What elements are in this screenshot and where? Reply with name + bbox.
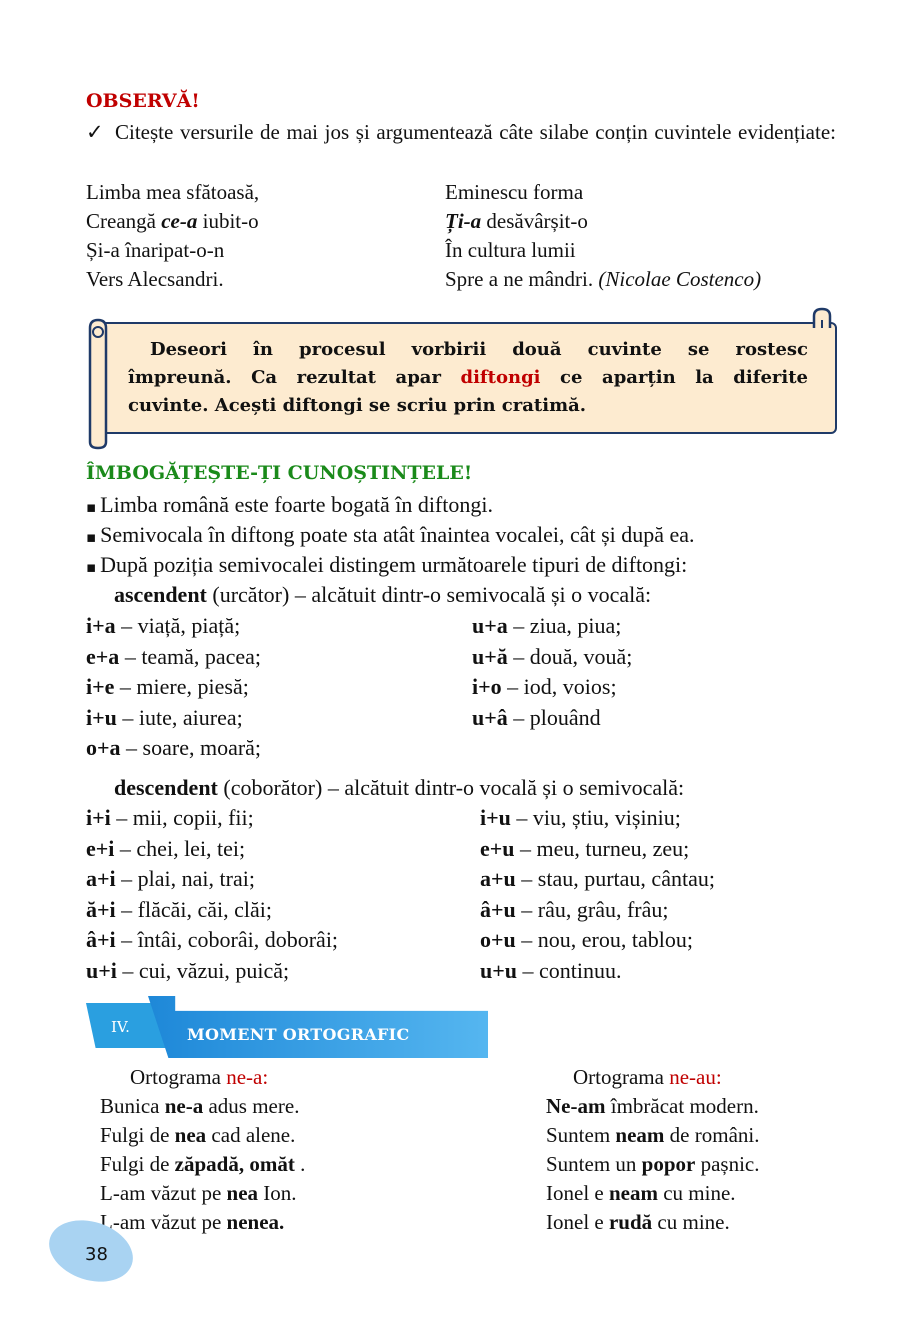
- note-line-2: [128, 364, 808, 392]
- diftong-key: u+ă: [472, 643, 508, 669]
- diftong-examples: – întâi, coborâi, doborâi;: [115, 927, 339, 952]
- check-icon: ✓: [86, 120, 105, 144]
- poem-right-line: [445, 265, 761, 294]
- poem-text: Eminescu forma: [445, 180, 584, 204]
- bullet-text: Semivocala în diftong poate sta atât înaintea vocalei, cât și după ea.: [100, 522, 695, 547]
- poem-text: Spre a ne mândri.: [445, 267, 599, 291]
- example-text: Fulgi de: [100, 1152, 175, 1176]
- diftong-examples: – meu, turneu, zeu;: [514, 835, 690, 861]
- example-term: neam: [615, 1123, 665, 1147]
- descendent-term: descendent: [114, 775, 218, 800]
- ortograma-left-label: Ortograma: [130, 1065, 227, 1089]
- note-line-3: cuvinte. Acești diftongi se scriu prin cratimă.: [128, 395, 587, 416]
- descendent-line: [114, 773, 684, 802]
- example-term: Ne-am: [546, 1094, 606, 1118]
- poem-text: Creangă: [86, 209, 162, 233]
- scroll-right-roll: [810, 306, 836, 336]
- ascendent-term: ascendent: [114, 582, 207, 607]
- bullet-item: [86, 490, 493, 522]
- diftong-examples: – două, vouă;: [507, 643, 633, 669]
- note-line-2-a: împreună. Ca rezultat apar: [128, 367, 461, 388]
- descendent-item: [86, 956, 289, 985]
- note-text: [128, 336, 808, 420]
- example-text: pașnic.: [695, 1152, 760, 1176]
- poem-emphasis: Ți-a: [445, 209, 482, 233]
- poem-left-line: [86, 207, 259, 236]
- diftong-examples: – plai, nai, trai;: [115, 866, 255, 891]
- example-text: cad alene.: [206, 1123, 296, 1147]
- example-text: Ionel e: [546, 1181, 609, 1205]
- example-term: popor: [641, 1152, 696, 1176]
- diftong-key: i+u: [480, 805, 511, 830]
- poem-text: Vers Alecsandri.: [86, 267, 224, 291]
- poem-text: Limba mea sfătoasă,: [86, 180, 260, 204]
- example-text: îmbrăcat modern.: [605, 1094, 759, 1118]
- imbogateste-title: ÎMBOGĂȚEȘTE-ȚI CUNOȘTINȚELE!: [86, 462, 473, 484]
- ascendent-item: [472, 672, 617, 701]
- section-number: IV.: [111, 1018, 130, 1036]
- diftong-key: â+u: [480, 896, 516, 922]
- ortograma-example: [100, 1179, 297, 1208]
- example-term: zăpadă, omăt: [174, 1152, 295, 1176]
- note-line-1: Deseori în procesul vorbirii două cuvinte se rostesc: [150, 339, 808, 360]
- ortograma-left-term: ne-a:: [226, 1065, 269, 1089]
- descendent-item: [480, 895, 669, 924]
- bullet-square-icon: ▪: [86, 558, 97, 576]
- ortograma-example: [546, 1208, 730, 1237]
- bullet-item: [86, 520, 695, 552]
- example-text: adus mere.: [203, 1094, 300, 1118]
- diftong-key: i+o: [472, 674, 502, 699]
- note-term-diftongi: diftongi: [460, 367, 541, 388]
- descendent-item: [480, 864, 715, 893]
- descendent-desc: (coborător) – alcătuit dintr-o vocală și o semivocală:: [217, 775, 685, 800]
- ortograma-example: [100, 1092, 299, 1121]
- page-number: 38: [85, 1244, 108, 1265]
- diftong-key: i+e: [86, 674, 115, 699]
- ortograma-example: [100, 1150, 305, 1179]
- descendent-item: [86, 864, 255, 893]
- descendent-item: [86, 834, 245, 863]
- diftong-key: e+i: [86, 835, 115, 861]
- example-text: L-am văzut pe: [100, 1181, 227, 1205]
- descendent-item: [86, 803, 254, 832]
- example-text: Suntem: [546, 1123, 616, 1147]
- ascendent-item: [86, 642, 261, 671]
- ortograma-example: [100, 1121, 295, 1150]
- example-text: Ionel e: [546, 1210, 609, 1234]
- diftong-examples: – iute, aiurea;: [116, 704, 243, 730]
- bullet-square-icon: ▪: [86, 528, 97, 546]
- example-text: Fulgi de: [100, 1123, 175, 1147]
- diftong-key: a+u: [480, 866, 516, 891]
- descendent-item: [480, 925, 693, 954]
- descendent-item: [86, 895, 272, 924]
- ortograma-left-head: [130, 1063, 268, 1092]
- ascendent-item: [86, 672, 249, 701]
- example-text: cu mine.: [657, 1181, 736, 1205]
- diftong-examples: – flăcăi, căi, clăi;: [115, 896, 273, 922]
- diftong-examples: – mii, copii, fii;: [110, 805, 254, 830]
- descendent-item: [480, 956, 622, 985]
- diftong-examples: – râu, grâu, frâu;: [515, 896, 669, 922]
- example-term: nea: [174, 1123, 207, 1147]
- example-term: nenea.: [226, 1210, 285, 1234]
- poem-text: În cultura lumii: [445, 238, 576, 262]
- ascendent-desc: (urcător) – alcătuit dintr-o semivocală și o vocală:: [206, 582, 652, 607]
- poem-author: (Nicolae Costenco): [598, 267, 762, 291]
- diftong-examples: – continuu.: [517, 957, 622, 983]
- diftong-examples: – soare, moară;: [120, 735, 262, 760]
- ortograma-right-label: Ortograma: [573, 1065, 670, 1089]
- poem-left-line: [86, 265, 224, 294]
- diftong-examples: – ziua, piua;: [507, 613, 622, 638]
- ascendent-item: [472, 642, 632, 671]
- example-text: cu mine.: [652, 1210, 730, 1234]
- diftong-key: i+i: [86, 805, 111, 830]
- diftong-examples: – viață, piață;: [115, 613, 241, 638]
- example-text: Suntem un: [546, 1152, 642, 1176]
- diftong-key: i+a: [86, 613, 116, 638]
- ortograma-right-term: ne-au:: [669, 1065, 722, 1089]
- example-text: .: [294, 1152, 306, 1176]
- poem-right-line: [445, 236, 576, 265]
- section-title: MOMENT ORTOGRAFIC: [187, 1025, 410, 1044]
- poem-left-line: [86, 178, 259, 207]
- descendent-item: [480, 803, 681, 832]
- diftong-examples: – nou, erou, tablou;: [515, 927, 693, 952]
- ortograma-right-head: [573, 1063, 722, 1092]
- poem-left-line: [86, 236, 224, 265]
- diftong-key: u+u: [480, 957, 518, 983]
- note-line-2-c: ce aparțin la diferite: [540, 367, 808, 388]
- descendent-item: [480, 834, 689, 863]
- ortograma-example: [546, 1150, 760, 1179]
- ascendent-item: [472, 703, 601, 732]
- bullet-text: Limba română este foarte bogată în diftongi.: [100, 492, 493, 517]
- observa-title: OBSERVĂ!: [86, 90, 200, 112]
- example-text: Ion.: [258, 1181, 297, 1205]
- scroll-left-roll: [84, 318, 114, 450]
- diftong-examples: – stau, purtau, cântau;: [515, 866, 715, 891]
- diftong-key: ă+i: [86, 896, 116, 922]
- diftong-examples: – cui, văzui, puică;: [116, 957, 290, 983]
- diftong-key: o+u: [480, 927, 516, 952]
- diftong-examples: – viu, știu, vișiniu;: [510, 805, 681, 830]
- ortograma-example: [546, 1121, 759, 1150]
- ascendent-line: [114, 580, 651, 609]
- poem-text: Și-a înaripat-o-n: [86, 238, 225, 262]
- bullet-text: După poziția semivocalei distingem următoarele tipuri de diftongi:: [100, 552, 688, 577]
- ascendent-item: [86, 703, 243, 732]
- descendent-item: [86, 925, 338, 954]
- ascendent-item: [472, 611, 621, 640]
- ascendent-item: [86, 733, 261, 762]
- diftong-examples: – chei, lei, tei;: [114, 835, 246, 861]
- diftong-key: e+u: [480, 835, 515, 861]
- example-text: Bunica: [100, 1094, 165, 1118]
- example-text: de români.: [664, 1123, 760, 1147]
- example-term: rudă: [608, 1210, 653, 1234]
- example-text: L-am văzut pe: [100, 1210, 227, 1234]
- diftong-examples: – teamă, pacea;: [119, 643, 262, 669]
- instruction-text: Citește versurile de mai jos și argumentează câte silabe conțin cuvintele evidențiate:: [114, 120, 836, 144]
- diftong-key: â+i: [86, 927, 116, 952]
- diftong-key: i+u: [86, 704, 117, 730]
- ortograma-example: [546, 1179, 736, 1208]
- diftong-examples: – miere, piesă;: [114, 674, 249, 699]
- poem-emphasis: ce-a: [161, 209, 198, 233]
- ortograma-example: [546, 1092, 759, 1121]
- example-term: nea: [226, 1181, 259, 1205]
- example-term: ne-a: [164, 1094, 204, 1118]
- diftong-key: u+a: [472, 613, 508, 638]
- bullet-square-icon: ▪: [86, 498, 97, 516]
- bullet-item: [86, 550, 687, 582]
- diftong-key: a+i: [86, 866, 116, 891]
- diftong-key: u+â: [472, 704, 508, 730]
- ascendent-item: [86, 611, 240, 640]
- observa-instruction: [86, 118, 836, 147]
- poem-text: iubit-o: [197, 209, 259, 233]
- diftong-examples: – plouând: [507, 704, 601, 730]
- poem-right-line: [445, 178, 583, 207]
- poem-right-line: [445, 207, 588, 236]
- diftong-key: e+a: [86, 643, 120, 669]
- diftong-key: u+i: [86, 957, 117, 983]
- poem-text: desăvârșit-o: [481, 209, 588, 233]
- diftong-key: o+a: [86, 735, 121, 760]
- example-term: neam: [608, 1181, 658, 1205]
- diftong-examples: – iod, voios;: [501, 674, 617, 699]
- ortograma-example: [100, 1208, 284, 1237]
